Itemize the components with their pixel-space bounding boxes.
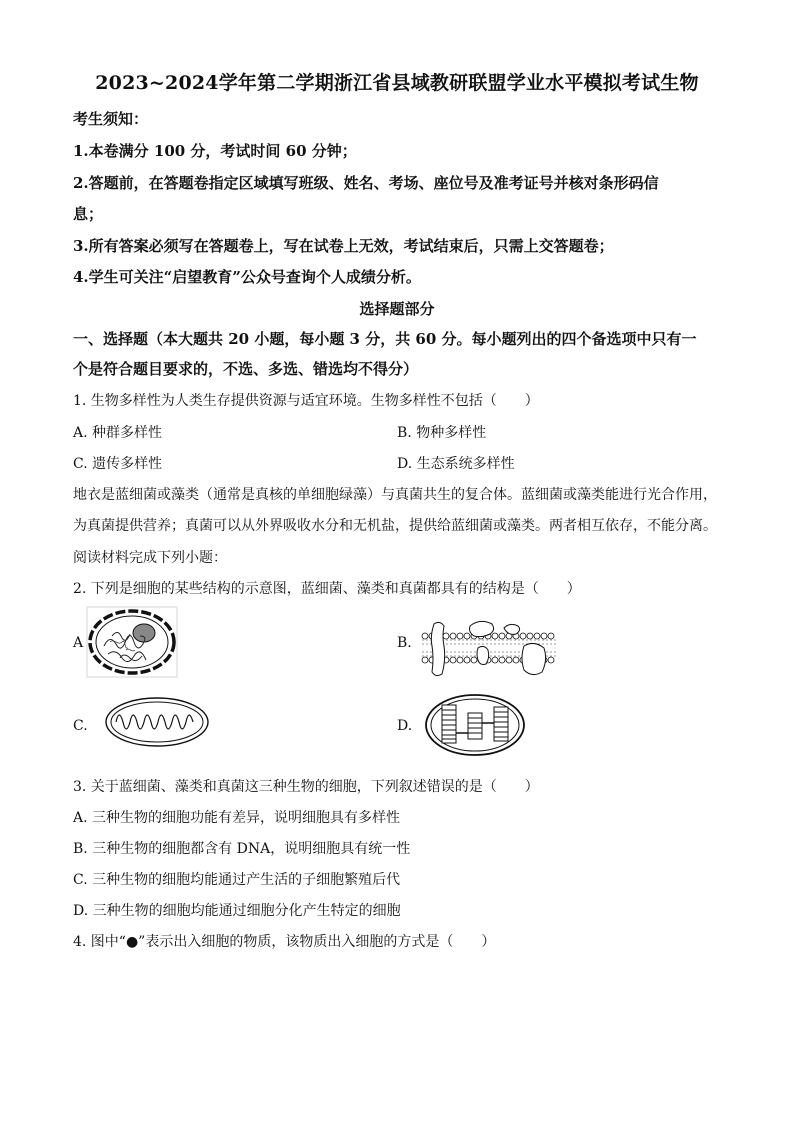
q1-option-a: A. 种群多样性 <box>73 425 163 441</box>
q1-option-b: B. 物种多样性 <box>397 425 487 441</box>
q4-stem: 4. 图中“●”表示出入细胞的物质，该物质出入细胞的方式是（ ） <box>73 934 496 950</box>
mitochondrion-diagram <box>104 696 210 748</box>
q3-option-a: A. 三种生物的细胞功能有差异，说明细胞具有多样性 <box>73 810 401 826</box>
q2-option-b-label: B. <box>397 635 412 651</box>
exam-title: 2023~2024学年第二学期浙江省县域教研联盟学业水平模拟考试生物 <box>95 72 699 94</box>
q1-option-d: D. 生态系统多样性 <box>397 456 515 472</box>
q2-option-c-label: C. <box>73 718 88 734</box>
q3-option-c: C. 三种生物的细胞均能通过产生活的子细胞繁殖后代 <box>73 872 401 888</box>
part1-instruction-2: 个是符合题目要求的，不选、多选、错选均不得分） <box>73 360 419 378</box>
q3-option-b: B. 三种生物的细胞都含有 DNA，说明细胞具有统一性 <box>73 841 411 857</box>
notice-item-2-cont: 息； <box>73 205 104 223</box>
passage-line-1: 地衣是蓝细菌或藻类（通常是真核的单细胞绿藻）与真菌共生的复合体。蓝细菌或藻类能进行光合作用， <box>73 487 717 503</box>
q1-option-c: C. 遗传多样性 <box>73 456 163 472</box>
nucleus-diagram <box>86 606 178 678</box>
notice-heading: 考生须知： <box>73 110 149 128</box>
notice-item-2: 2.答题前，在答题卷指定区域填写班级、姓名、考场、座位号及准考证号并核对条形码信 <box>73 174 659 192</box>
passage-line-2: 为真菌提供营养；真菌可以从外界吸收水分和无机盐，提供给蓝细菌或藻类。两者相互依存，不能分离。 <box>73 518 717 534</box>
q2-stem: 2. 下列是细胞的某些结构的示意图，蓝细菌、藻类和真菌都具有的结构是（ ） <box>73 581 581 597</box>
passage-line-3: 阅读材料完成下列小题： <box>73 550 227 566</box>
notice-item-3: 3.所有答案必须写在答题卷上，写在试卷上无效，考试结束后，只需上交答题卷； <box>73 237 614 255</box>
q3-option-d: D. 三种生物的细胞均能通过细胞分化产生特定的细胞 <box>73 903 401 919</box>
notice-item-4: 4.学生可关注“启望教育”公众号查询个人成绩分析。 <box>73 268 421 286</box>
q2-option-d-label: D. <box>397 718 413 734</box>
cell-membrane-diagram <box>420 620 560 678</box>
q1-stem: 1. 生物多样性为人类生存提供资源与适宜环境。生物多样性不包括（ ） <box>73 393 539 409</box>
part1-instruction-1: 一、选择题（本大题共 20 小题，每小题 3 分，共 60 分。每小题列出的四个备选项中只有一 <box>73 330 697 348</box>
chloroplast-diagram <box>424 693 526 757</box>
notice-item-1: 1.本卷满分 100 分，考试时间 60 分钟； <box>73 142 357 160</box>
q3-stem: 3. 关于蓝细菌、藻类和真菌这三种生物的细胞，下列叙述错误的是（ ） <box>73 779 539 795</box>
section-title: 选择题部分 <box>359 300 435 318</box>
q2-option-a-label: A <box>73 635 84 651</box>
